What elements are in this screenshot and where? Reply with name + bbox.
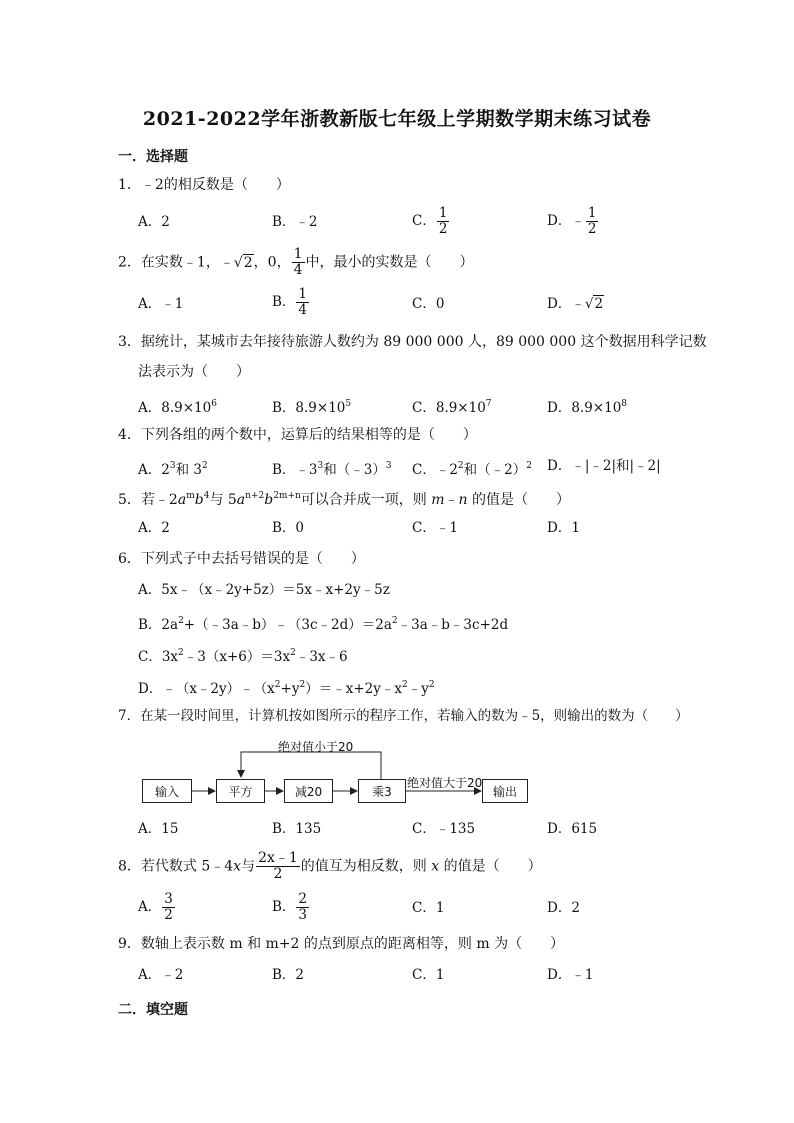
flow-box-output: 输出 bbox=[482, 779, 528, 803]
q3-option-b: B．$8.9\times 10^5$ bbox=[272, 399, 352, 416]
q5-option-c: C．﹣1 bbox=[412, 520, 458, 536]
q1-option-a: A．2 bbox=[138, 214, 170, 230]
q6-option-d: D．$﹣(x﹣2y)﹣(x^2+y^2)=﹣x+2y﹣x^2﹣y^2$ bbox=[138, 680, 435, 697]
q8-a-fraction: $\frac{3}{2}$ bbox=[164, 891, 173, 923]
q4-option-c: C．$﹣2^2$和（﹣2）$^2$ bbox=[412, 461, 532, 478]
exit-condition-label: 绝对值大于20 bbox=[407, 776, 483, 790]
q1-option-d bbox=[547, 206, 599, 237]
question-5-stem: 5．若$﹣2a^mb^4$与 $5a^{n+2}b^{2m+n}$可以合并成一项，则 m﹣n 的值是（ ） bbox=[118, 491, 571, 508]
q8-option-d: D．2 bbox=[547, 900, 580, 916]
q1-d-fraction: $\frac{1}{2}$ bbox=[587, 205, 597, 237]
loop-condition-label: 绝对值小于20 bbox=[278, 740, 354, 754]
q4-option-d: D．﹣|﹣2|和|﹣2| bbox=[547, 458, 661, 474]
q2-option-b: B． $\frac{1}{4}$ bbox=[272, 286, 308, 318]
q7-option-c: C．﹣135 bbox=[412, 821, 476, 837]
q3-option-c: C．$8.9\times 10^7$ bbox=[412, 399, 492, 416]
q6-option-a: A．5x﹣（x﹣2y+5z）＝5x﹣x+2y﹣5z bbox=[138, 582, 390, 598]
flow-box-square: 平方 bbox=[216, 779, 265, 803]
sqrt-symbol: √2 bbox=[233, 254, 253, 271]
section-heading-fill-blank: 二．填空题 bbox=[118, 1002, 188, 1018]
q4-option-a: A．$2^3$和 $3^2$ bbox=[138, 461, 208, 478]
question-6-stem: 6．下列式子中去括号错误的是（ ） bbox=[118, 551, 365, 567]
q9-option-a: A．﹣2 bbox=[138, 967, 184, 983]
q5-option-d: D．1 bbox=[547, 520, 580, 536]
program-flow-diagram bbox=[140, 738, 540, 810]
q1-option-c bbox=[412, 206, 450, 237]
question-3-stem-line1: 3．据统计，某城市去年接待旅游人数约为 89 000 000 人，89 000 000 这个数据用科学记数 bbox=[118, 334, 707, 350]
q9-option-c: C．1 bbox=[412, 967, 445, 983]
loop-back-arrow bbox=[241, 752, 381, 779]
q7-option-a: A．15 bbox=[138, 821, 179, 837]
q5-option-b: B．0 bbox=[272, 520, 305, 536]
q7-option-d: D．615 bbox=[547, 821, 598, 837]
q8-stem-fraction: $\frac{2x﹣1}{2}$ bbox=[258, 850, 298, 882]
q1-c-fraction: $\frac{1}{2}$ bbox=[438, 205, 448, 237]
q3-option-d: D．$8.9\times 10^8$ bbox=[547, 399, 628, 416]
q9-option-d: D．﹣1 bbox=[547, 967, 594, 983]
q2-stem-fraction: $\frac{1}{4}$ bbox=[293, 246, 303, 278]
q8-option-a: A． $\frac{3}{2}$ bbox=[138, 891, 173, 923]
question-3-stem-line2: 法表示为（ ） bbox=[138, 364, 250, 380]
q4-option-b: B．$﹣3^3$和（﹣3）$^3$ bbox=[272, 461, 392, 478]
question-4-stem: 4．下列各组的两个数中，运算后的结果相等的是（ ） bbox=[118, 427, 477, 443]
page-title: 2021-2022学年浙教新版七年级上学期数学期末练习试卷 bbox=[142, 108, 652, 130]
question-7-stem: 7．在某一段时间里，计算机按如图所示的程序工作，若输入的数为﹣5，则输出的数为（ ） bbox=[118, 708, 689, 724]
flow-box-minus20: 减20 bbox=[284, 779, 333, 803]
question-1-stem: 1．﹣2的相反数是（ ） bbox=[118, 177, 290, 193]
q5-option-a: A．2 bbox=[138, 520, 170, 536]
question-9-stem: 9．数轴上表示数 m 和 m+2 的点到原点的距离相等，则 m 为（ ） bbox=[118, 936, 565, 952]
q1-option-b: B．﹣2 bbox=[272, 214, 318, 230]
q6-option-c: C．$3x^2﹣3(x+6)=3x^2﹣3x﹣6$ bbox=[138, 648, 348, 665]
q1-c-prefix: C． bbox=[412, 213, 436, 229]
sqrt-symbol: √2 bbox=[584, 296, 604, 312]
question-8-stem: 8．若代数式 5﹣4x与 $\frac{2x﹣1}{2}$ 的值互为相反数，则 x 的值是（ ） bbox=[118, 850, 542, 882]
q2-option-d: D．﹣√2 bbox=[547, 296, 604, 312]
q8-option-c: C．1 bbox=[412, 900, 445, 916]
q2-option-a: A．﹣1 bbox=[138, 296, 184, 312]
section-heading-choice: 一．选择题 bbox=[118, 149, 188, 165]
flow-box-input: 输入 bbox=[142, 779, 192, 803]
q1-d-prefix: D．﹣ bbox=[547, 213, 585, 229]
flow-box-times3: 乘3 bbox=[358, 779, 406, 803]
q2-b-fraction: $\frac{1}{4}$ bbox=[298, 286, 308, 318]
q6-option-b: B．$2a^2+(﹣3a﹣b)﹣(3c﹣2d)=2a^2﹣3a﹣b﹣3c+2d$ bbox=[138, 616, 509, 633]
q2-option-c: C．0 bbox=[412, 296, 445, 312]
q3-option-a: A．$8.9\times 10^6$ bbox=[138, 399, 217, 416]
q8-option-b: B． $\frac{2}{3}$ bbox=[272, 891, 308, 923]
q7-option-b: B．135 bbox=[272, 821, 322, 837]
q8-b-fraction: $\frac{2}{3}$ bbox=[298, 891, 308, 923]
q9-option-b: B．2 bbox=[272, 967, 305, 983]
question-2-stem: 2．在实数﹣1，﹣√2，0， $\frac{1}{4}$ 中，最小的实数是（ ） bbox=[118, 246, 474, 278]
